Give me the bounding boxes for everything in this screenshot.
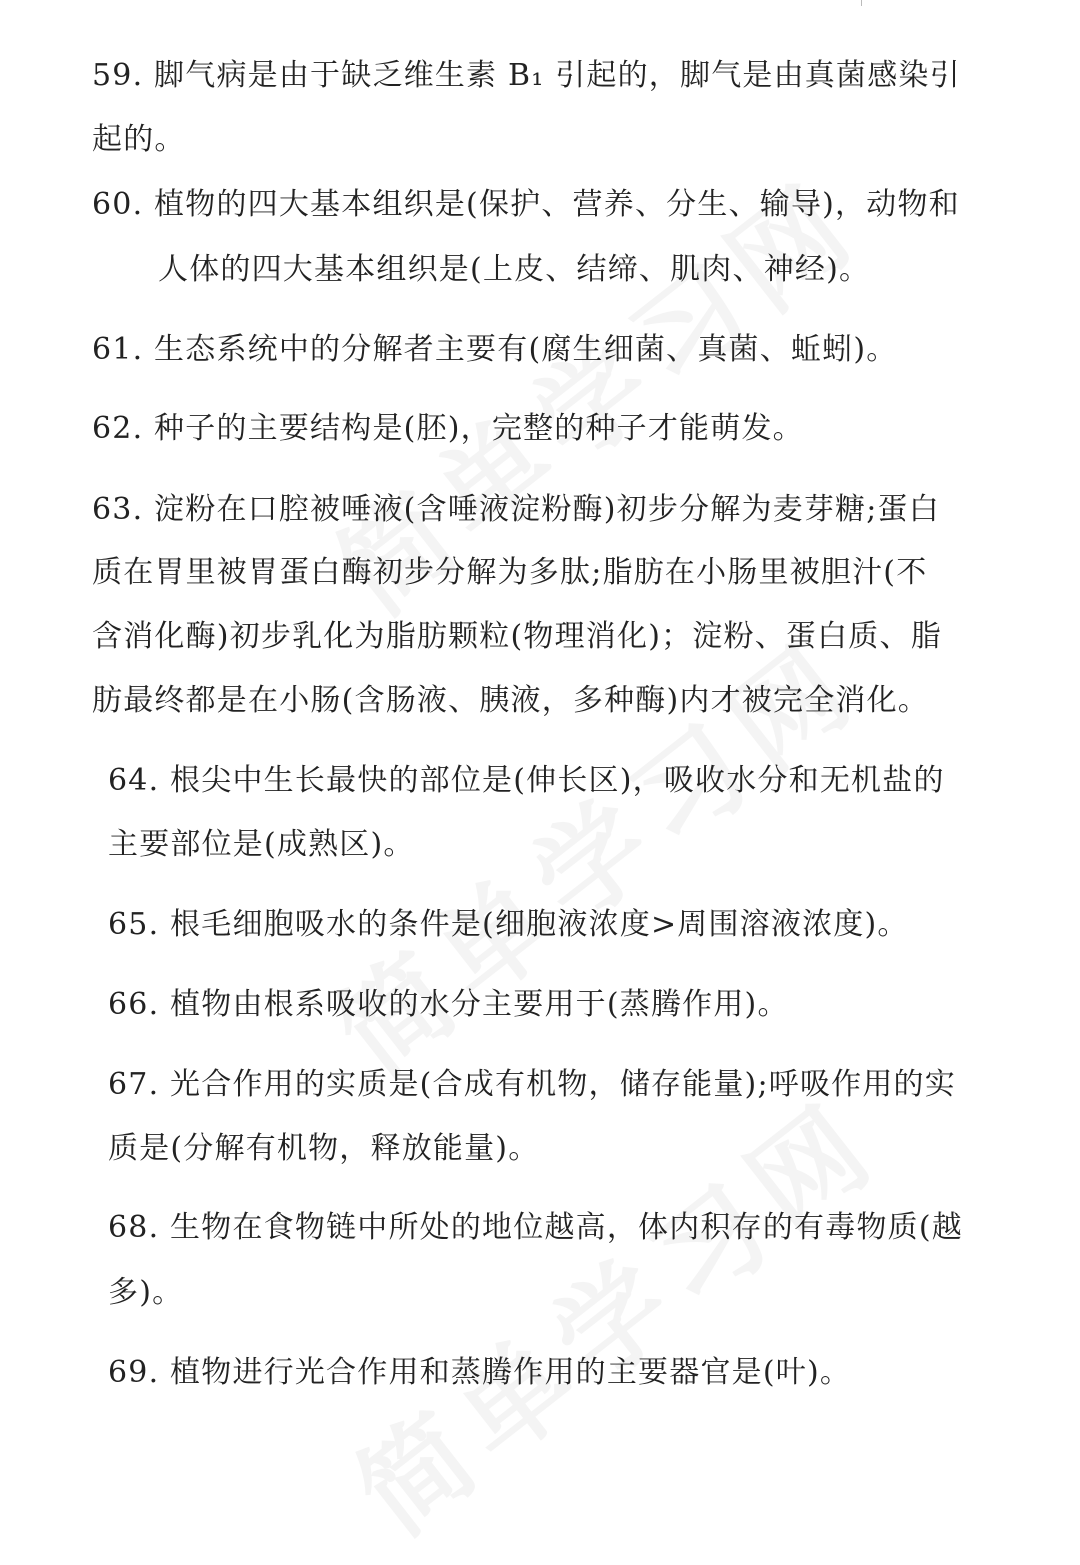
item-59-line-1: 59. 脚气病是由于缺乏维生素 B₁ 引起的，脚气是由真菌感染引 (92, 58, 961, 93)
item-67-line-2: 质是(分解有机物，释放能量)。 (108, 1131, 540, 1166)
item-59-line-2: 起的。 (92, 122, 186, 157)
item-67-line-1: 67. 光合作用的实质是(合成有机物，储存能量);呼吸作用的实 (108, 1067, 956, 1102)
item-60-line-1: 60. 植物的四大基本组织是(保护、营养、分生、输导)，动物和 (92, 187, 960, 222)
item-60-line-2: 人体的四大基本组织是(上皮、结缔、肌肉、神经)。 (158, 252, 871, 287)
item-63-line-1: 63. 淀粉在口腔被唾液(含唾液淀粉酶)初步分解为麦芽糖;蛋白 (92, 492, 940, 527)
item-68-line-2: 多)。 (108, 1275, 184, 1310)
page-edge-mark (861, 0, 862, 6)
item-62-line-1: 62. 种子的主要结构是(胚)，完整的种子才能萌发。 (92, 411, 804, 446)
item-65-line-1: 65. 根毛细胞吸水的条件是(细胞液浓度>周围溶液浓度)。 (108, 907, 909, 942)
item-66-line-1: 66. 植物由根系吸收的水分主要用于(蒸腾作用)。 (108, 987, 789, 1022)
item-64-line-2: 主要部位是(成熟区)。 (108, 827, 415, 862)
item-63-line-4: 肪最终都是在小肠(含肠液、胰液，多种酶)内才被完全消化。 (92, 683, 930, 718)
item-63-line-2: 质在胃里被胃蛋白酶初步分解为多肽;脂肪在小肠里被胆汁(不 (92, 555, 928, 590)
item-64-line-1: 64. 根尖中生长最快的部位是(伸长区)，吸收水分和无机盐的 (108, 763, 945, 798)
item-61-line-1: 61. 生态系统中的分解者主要有(腐生细菌、真菌、蚯蚓)。 (92, 332, 898, 367)
item-63-line-3: 含消化酶)初步乳化为脂肪颗粒(物理消化)；淀粉、蛋白质、脂 (92, 619, 942, 654)
item-68-line-1: 68. 生物在食物链中所处的地位越高，体内积存的有毒物质(越 (108, 1210, 963, 1245)
item-69-line-1: 69. 植物进行光合作用和蒸腾作用的主要器官是(叶)。 (108, 1355, 852, 1390)
